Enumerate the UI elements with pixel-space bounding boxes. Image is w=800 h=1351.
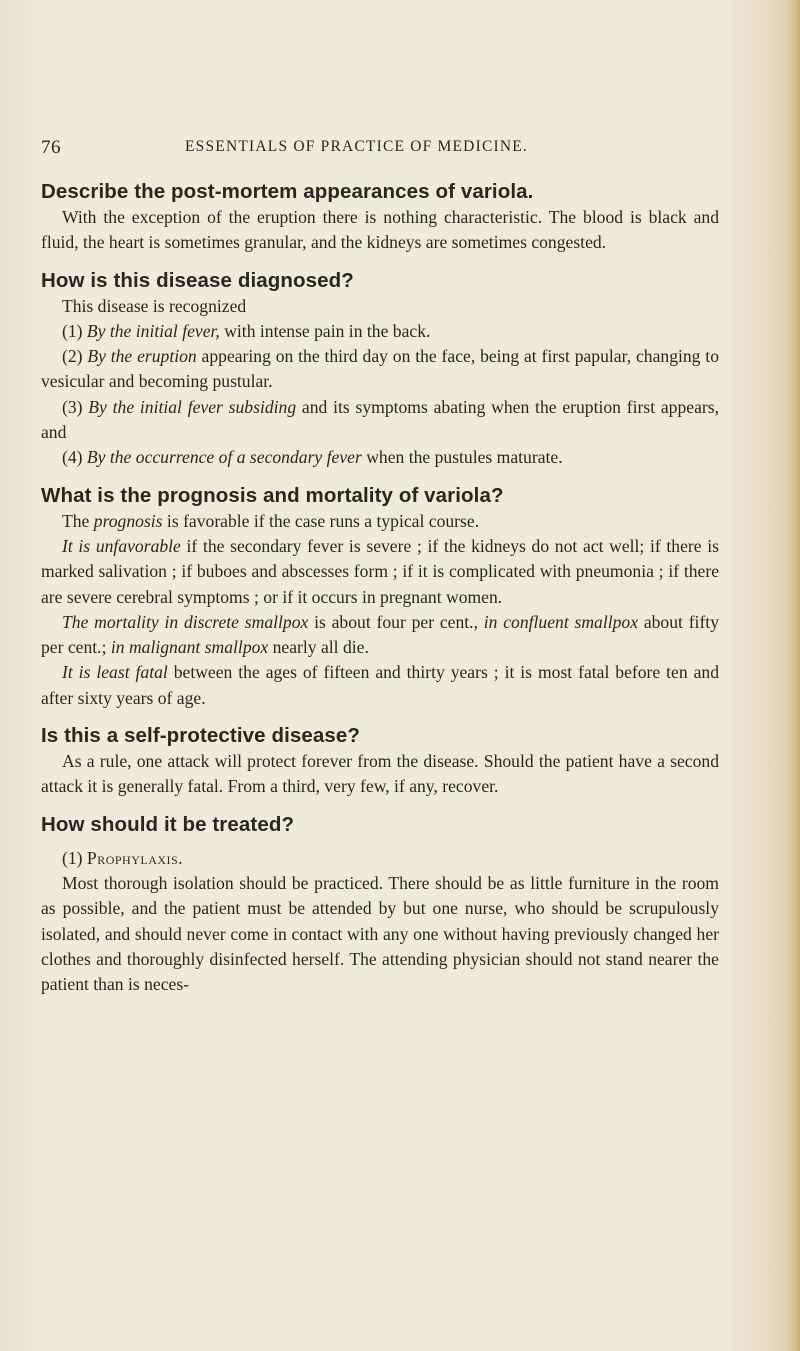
emphasis: It is least fatal [62, 662, 168, 683]
emphasis: prognosis [93, 510, 163, 531]
diagnosis-item [41, 445, 719, 470]
page-edge-shading [786, 0, 800, 1351]
text-run: about fifty per cent.; [41, 611, 719, 658]
item-text: with intense pain in the back. [219, 320, 431, 341]
diagnosis-intro: This disease is recognized [62, 295, 247, 316]
emphasis: The mortality in discrete smallpox [62, 611, 309, 632]
emphasis: It is unfavorable [62, 535, 181, 556]
question-diagnosis: How is this disease diagnosed? [41, 268, 354, 292]
item-number: (4) [62, 447, 83, 468]
emphasis: in confluent smallpox [483, 611, 639, 632]
item-emphasis: By the initial fever, [86, 320, 220, 341]
item-number: (1) [62, 847, 83, 868]
unfavorable-paragraph [41, 534, 719, 610]
answer-self-protective: As a rule, one attack will protect forever from the disease. Should the patient have a second attack it is generally fatal. From a third, very few, if any, recover. [41, 751, 719, 797]
question-self-protective: Is this a self-protective disease? [41, 724, 360, 748]
emphasis: in malignant smallpox [110, 637, 269, 658]
fatality-age-paragraph [41, 660, 719, 711]
question-postmortem: Describe the post-mortem appearances of variola. [41, 180, 534, 203]
item-number: (2) [62, 346, 83, 367]
item-emphasis: By the initial fever subsiding [88, 396, 297, 417]
page-body [41, 179, 719, 997]
item-emphasis: By the occurrence of a secondary fever [86, 447, 362, 468]
item-number: (1) [62, 320, 83, 341]
item-emphasis: By the eruption [87, 346, 197, 367]
text-run: The [62, 510, 94, 531]
item-number: (3) [62, 396, 83, 417]
diagnosis-item [41, 319, 719, 344]
item-text: and its symptoms abating when the eruption first appears, and [41, 396, 719, 443]
page-number: 76 [41, 137, 61, 158]
answer-postmortem: With the exception of the eruption there is nothing characteristic. The blood is black and fluid, the heart is sometimes granular, and the kidneys are sometimes congested. [41, 207, 719, 253]
item-text: when the pustules maturate. [361, 447, 563, 468]
text-run: nearly all die. [268, 637, 369, 658]
text-run: is favorable if the case runs a typical course. [162, 510, 480, 531]
item-text: appearing on the third day on the face, being at first papular, changing to vesicular and becoming pustular. [41, 346, 719, 392]
text-run: if the secondary fever is severe ; if the kidneys do not act well; if there is marked salivation ; if buboes and abscesses form ; if it is complicated with pneumonia ; if there are severe cerebral symptoms ; or if it occurs in pregnant women. [41, 535, 719, 607]
diagnosis-item [41, 344, 719, 395]
text-run: is about four per cent., [308, 611, 484, 632]
question-prognosis: What is the prognosis and mortality of variola? [41, 483, 504, 507]
prognosis-paragraph [41, 509, 719, 534]
page-header [41, 137, 721, 161]
running-head: ESSENTIALS OF PRACTICE OF MEDICINE. [185, 138, 528, 155]
diagnosis-item [41, 395, 719, 446]
subheading-label: Prophylaxis. [86, 847, 184, 868]
answer-treatment: Most thorough isolation should be practiced. There should be as little furniture in the room as possible, and the patient must be attended by but one nurse, who should be scrupulously isolated, and should never come in contact with any one without having previously changed her clothes and thoroughly disinfected herself. The attending physician should not stand nearer the patient than is neces- [41, 872, 719, 995]
question-treatment: How should it be treated? [41, 812, 295, 836]
subheading-prophylaxis [41, 846, 719, 871]
mortality-paragraph [41, 610, 719, 661]
text-run: between the ages of fifteen and thirty years ; it is most fatal before ten and after sixty years of age. [41, 662, 719, 708]
